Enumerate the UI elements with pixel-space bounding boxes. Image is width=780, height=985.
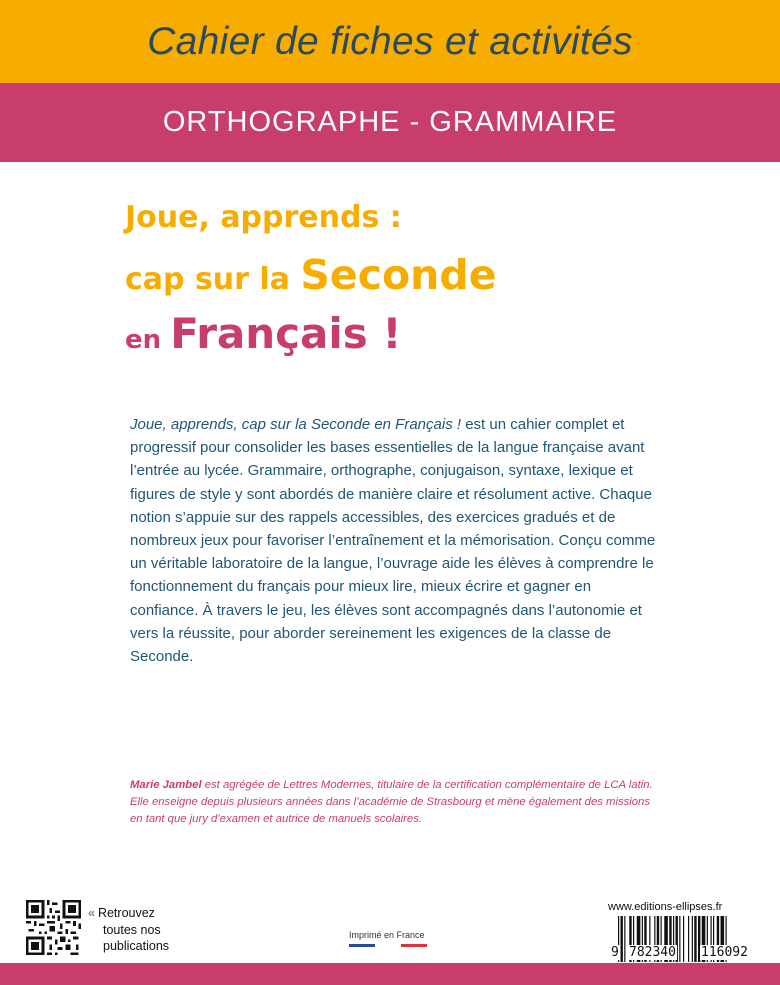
subject-title: ORTHOGRAPHE - GRAMMAIRE [162,106,618,138]
author-bio [130,777,660,828]
retrouvez-line-1: Retrouvez [97,906,155,920]
book-description [130,413,660,668]
title-line-2 [125,251,497,299]
title-line-3 [125,309,402,358]
description-lead: Joue, apprends, cap sur la Seconde en Français ! [130,416,462,433]
isbn-group-1: 782340 [629,945,676,960]
description-body: est un cahier complet et progressif pour consolider les bases essentielles de la langue française avant l’entrée au lycée. Grammaire, orthographe, conjugaison, syntaxe, lexique et figures de style y sont abordés de manière claire et résolument active. Chaque notion s’appuie sur des rappels accessibles, des exercices gradués et de nombreux jeux pour favoriser l’entraînement et la mémorisation. Conçu comme un véritable laboratoire de la langue, l’ouvrage aide les élèves à comprendre le fonctionnement du français pour mieux lire, mieux écrire et gagner en confiance. À travers le jeu, les élèves sont accompagnés dans l’autonomie et vers la réussite, pour aborder sereinement les exigences de la classe de Seconde. [130,416,656,666]
title-line-1: Joue, apprends : [125,200,402,235]
publisher-website[interactable]: www.editions-ellipses.fr [608,901,723,913]
isbn-number [611,940,768,960]
isbn-first-digit: 9 [611,945,619,960]
title-line-2-big: Seconde [300,251,497,299]
isbn-group-2: 116092 [701,945,748,960]
french-flag-icon [349,944,427,947]
qr-code[interactable] [26,900,81,955]
retrouvez-line-3: publications [103,939,170,953]
title-line-3-small: en [125,325,171,355]
printed-in-france [349,930,439,947]
subject-banner [0,83,780,162]
title-line-3-big: Français ! [170,309,402,358]
series-banner [0,0,780,83]
printed-in-france-text: Imprimé en France [349,930,425,940]
double-chevron-icon: « [88,906,95,920]
series-title: Cahier de fiches et activités [147,19,633,63]
title-line-2-small: cap sur la [125,262,301,297]
author-bio-text: est agrégée de Lettres Modernes, titulaire de la certification complémentaire de LCA latin. Elle enseigne depuis plusieurs années dans l’académie de Strasbourg et mène également des missions en tant que jury d’examen et autrice de manuels scolaires. [130,779,653,825]
bottom-band [0,963,780,985]
retrouvez-line-2: toutes nos [103,922,161,937]
publications-link[interactable] [88,905,169,955]
author-name: Marie Jambel [130,779,202,791]
